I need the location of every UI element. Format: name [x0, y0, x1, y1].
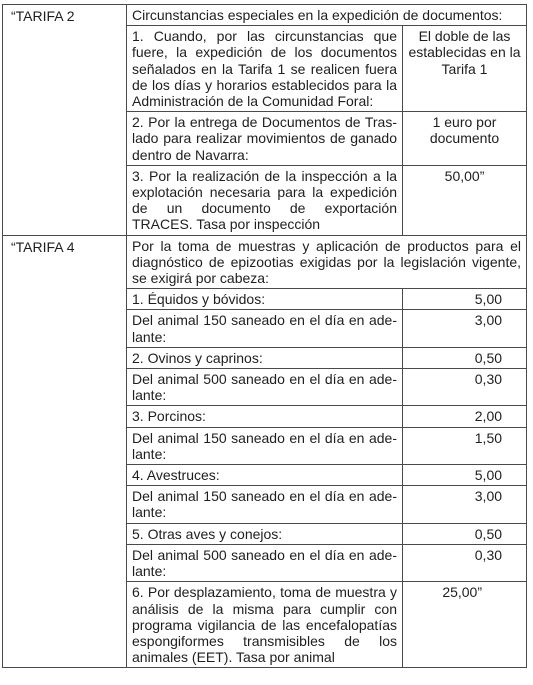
- tarifa4-row-1-description: 1. Équidos y bóvidos:: [127, 289, 403, 310]
- tarifa2-row-3-description: 3. Por la realización de la inspección a la explotación necesaria para la expedición de un documento de exportación TRACES. Tasa por inspección: [127, 165, 403, 235]
- tarifa4-row-7-amount: 5,00: [403, 465, 527, 486]
- tarifa4-row-2-amount: 3,00: [403, 310, 527, 347]
- tarifa4-row-4-description: Del animal 500 saneado en el día en adelante:: [127, 369, 403, 406]
- tarifa4-row-8-amount: 3,00: [403, 486, 527, 523]
- tarifa4-row-2-description: Del animal 150 saneado en el día en adelante:: [127, 310, 403, 347]
- tarifa4-row-10-description: Del animal 500 saneado en el día en adelante:: [127, 544, 403, 581]
- tarifa4-row-4-amount: 0,30: [403, 369, 527, 406]
- tarifa4-row-1-amount: 5,00: [403, 289, 527, 310]
- tarifa2-heading-row: [3, 5, 527, 26]
- tarifa2-heading: Circunstancias especiales en la expedición de documentos:: [127, 5, 527, 26]
- tarifa4-row-6-amount: 1,50: [403, 427, 527, 464]
- tarifa4-label: “TARIFA 4: [3, 235, 127, 668]
- tarifa2-row-2-description: 2. Por la entrega de Documentos de Traslado para realizar movimientos de ganado dentro de Navarra:: [127, 112, 403, 166]
- tarifa4-row-11-amount: 25,00”: [403, 582, 527, 668]
- tarifa4-row-5-amount: 2,00: [403, 406, 527, 427]
- tarifa4-heading-row: [3, 235, 527, 289]
- tarifa4-heading: Por la toma de muestras y aplicación de productos para el diagnóstico de epizootias exigidas por la legislación vigente, se exigirá por cabeza:: [127, 235, 527, 289]
- tarifa4-row-3-amount: 0,50: [403, 347, 527, 368]
- tarifa4-row-9-description: 5. Otras aves y conejos:: [127, 523, 403, 544]
- tarifa4-row-7-description: 4. Avestruces:: [127, 465, 403, 486]
- tarifa4-row-5-description: 3. Porcinos:: [127, 406, 403, 427]
- tarifa2-row-1-amount: El doble de las establecidas en la Tarifa 1: [403, 26, 527, 112]
- tarifa4-row-11-description: 6. Por desplazamiento, toma de muestra y análisis de la misma para cumplir con programa vigilancia de las encefalopatías espongiformes transmisibles de los animales (EET). Tasa por animal: [127, 582, 403, 668]
- tarifa4-row-6-description: Del animal 150 saneado en el día en adelante:: [127, 427, 403, 464]
- tarifa4-row-8-description: Del animal 150 saneado en el día en adelante:: [127, 486, 403, 523]
- tarifa4-row-10-amount: 0,30: [403, 544, 527, 581]
- tarifa2-row-2-amount: 1 euro por documento: [403, 112, 527, 166]
- tarifa4-row-3-description: 2. Ovinos y caprinos:: [127, 347, 403, 368]
- tarifa2-row-3-amount: 50,00”: [403, 165, 527, 235]
- tarifa2-label: “TARIFA 2: [3, 5, 127, 236]
- tarifas-table: [2, 4, 527, 668]
- tarifa4-row-9-amount: 0,50: [403, 523, 527, 544]
- tarifa2-row-1-description: 1. Cuando, por las circunstancias que fuere, la expedición de los documentos señalados en la Tarifa 1 se realicen fuera de los días y horarios establecidos para la Administración de la Comunidad Foral:: [127, 26, 403, 112]
